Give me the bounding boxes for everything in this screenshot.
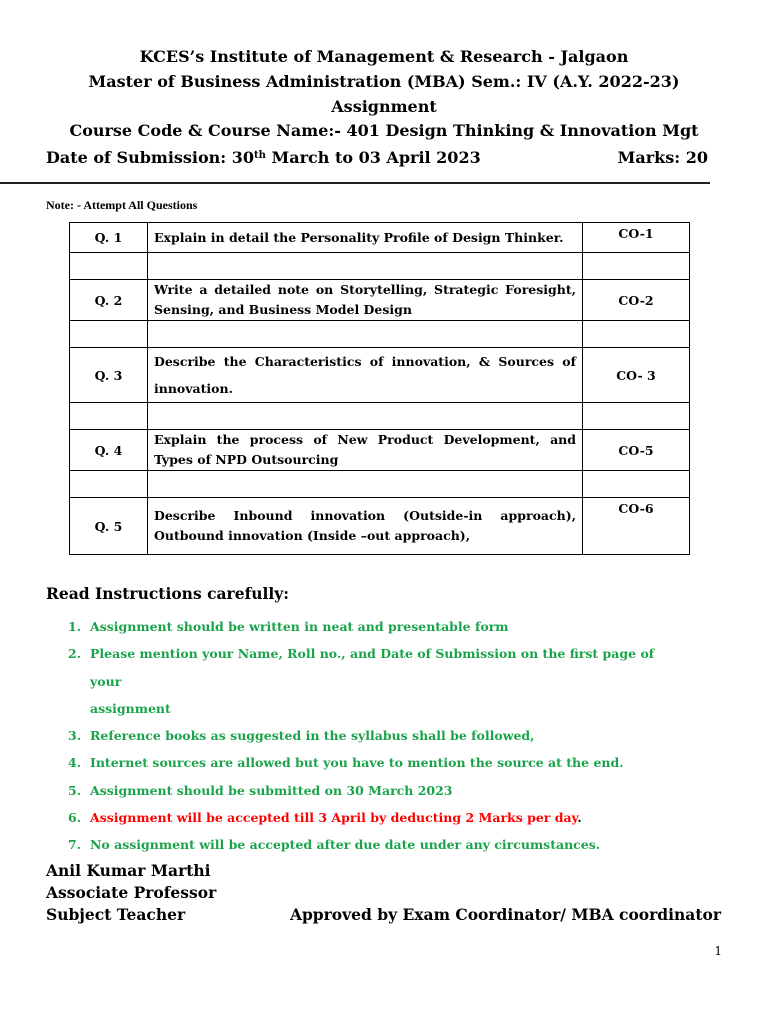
note-text: Note: - Attempt All Questions [46, 198, 198, 212]
marks-label: Marks: 20 [617, 148, 708, 167]
instruction-trailing-period: . [577, 810, 582, 826]
instruction-number: 2. [68, 646, 82, 662]
instruction-text: assignment [90, 700, 171, 716]
question-number: Q. 2 [70, 280, 148, 321]
teacher-role: Subject Teacher [46, 905, 186, 924]
instruction-text: No assignment will be accepted after due date under any circumstances. [90, 837, 601, 853]
instruction-text: Please mention your Name, Roll no., and Date of Submission on the first page of your [90, 646, 655, 689]
submission-date-sup: th [254, 150, 266, 161]
instruction-text: Reference books as suggested in the syllabus shall be followed, [90, 728, 535, 744]
instruction-item-continued [46, 695, 686, 722]
instruction-item [46, 613, 686, 640]
question-text: Write a detailed note on Storytelling, Strategic Foresight, Sensing, and Business Model Design [148, 280, 583, 321]
instruction-number: 5. [68, 782, 82, 798]
document-type: Assignment [331, 97, 437, 116]
spacer-row [70, 321, 690, 348]
question-number: Q. 3 [70, 348, 148, 403]
program-title: Master of Business Administration (MBA) Sem.: IV (A.Y. 2022-23) [88, 72, 680, 91]
spacer-row [70, 403, 690, 430]
instruction-text: Internet sources are allowed but you have to mention the source at the end. [90, 755, 624, 771]
approval-line: Approved by Exam Coordinator/ MBA coordinator [289, 905, 721, 924]
instruction-item [46, 722, 686, 749]
header-divider [0, 182, 710, 184]
course-title: Course Code & Course Name:- 401 Design Thinking & Innovation Mgt [69, 121, 699, 140]
instruction-item [46, 640, 686, 695]
submission-date-prefix: Date of Submission: 30 [46, 148, 255, 167]
instruction-number: 3. [68, 728, 82, 744]
instruction-item [46, 777, 686, 804]
teacher-name: Anil Kumar Marthi [46, 861, 211, 880]
question-text: Describe Inbound innovation (Outside-in approach), Outbound innovation (Inside –out approach), [148, 498, 583, 555]
instruction-text: Assignment should be submitted on 30 March 2023 [90, 782, 453, 798]
institute-title: KCES’s Institute of Management & Research - Jalgaon [139, 47, 629, 66]
question-text: Explain the process of New Product Development, and Types of NPD Outsourcing [148, 430, 583, 471]
instructions-title: Read Instructions carefully: [46, 584, 290, 603]
instruction-number: 1. [68, 619, 82, 634]
question-number: Q. 1 [70, 223, 148, 253]
spacer-row [70, 471, 690, 498]
question-number: Q. 4 [70, 430, 148, 471]
teacher-designation: Associate Professor [46, 883, 217, 902]
question-number: Q. 5 [70, 498, 148, 555]
question-row [70, 430, 690, 471]
instruction-number: 6. [68, 810, 82, 826]
page-number: 1 [714, 944, 722, 958]
questions-table [69, 222, 690, 555]
question-row [70, 223, 690, 253]
question-row [70, 348, 690, 403]
spacer-row [70, 253, 690, 280]
instruction-item [46, 749, 686, 776]
instruction-number: 7. [68, 837, 82, 853]
question-text: Explain in detail the Personality Profile of Design Thinker. [148, 223, 583, 253]
instruction-text: Assignment will be accepted till 3 April by deducting 2 Marks per day [90, 810, 578, 826]
course-outcome: CO-6 [583, 498, 690, 555]
course-outcome: CO-2 [583, 280, 690, 321]
submission-date-suffix: March to 03 April 2023 [265, 148, 481, 167]
course-outcome: CO-1 [583, 223, 690, 253]
course-outcome: CO- 3 [583, 348, 690, 403]
instruction-item-warning [46, 804, 686, 831]
instructions-list [46, 613, 686, 859]
question-text: Describe the Characteristics of innovation, & Sources of innovation. [148, 348, 583, 403]
instruction-item [46, 831, 686, 858]
question-row [70, 498, 690, 555]
instruction-number: 4. [68, 755, 82, 771]
submission-line [46, 148, 708, 167]
instruction-text: Assignment should be written in neat and presentable form [90, 619, 509, 634]
question-row [70, 280, 690, 321]
course-outcome: CO-5 [583, 430, 690, 471]
